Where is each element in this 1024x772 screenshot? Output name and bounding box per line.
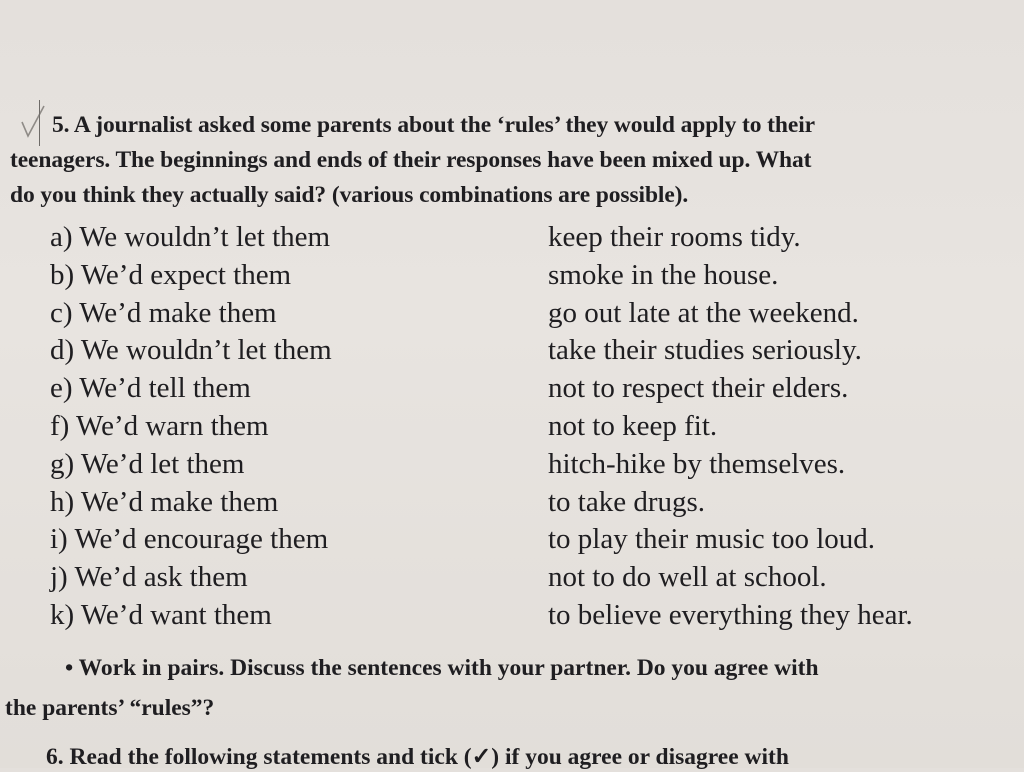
sentence-beginning: g) We’d let them <box>50 447 245 480</box>
sentence-beginning: k) We’d want them <box>50 598 272 631</box>
sentence-beginning: h) We’d make them <box>50 485 279 518</box>
list-item <box>50 257 990 295</box>
list-item <box>50 295 990 333</box>
sentence-beginning: b) We’d expect them <box>50 258 292 291</box>
sentence-beginning: i) We’d encourage them <box>50 523 329 556</box>
heading-line-2: teenagers. The beginnings and ends of their responses have been mixed up. What <box>10 147 812 173</box>
matching-list <box>50 219 990 635</box>
exercise-6-heading: 6. Read the following statements and tick (✓) if you agree or disagree with <box>46 744 789 770</box>
sentence-ending: to believe everything they hear. <box>548 598 913 631</box>
list-item <box>50 559 990 597</box>
pair-work-line-1: • Work in pairs. Discuss the sentences with your partner. Do you agree with <box>65 655 819 681</box>
heading-line-3: do you think they actually said? (various combinations are possible). <box>10 182 689 208</box>
sentence-ending: not to do well at school. <box>548 561 827 594</box>
list-item <box>50 408 990 446</box>
sentence-beginning: f) We’d warn them <box>50 409 269 442</box>
list-item <box>50 219 990 257</box>
list-item <box>50 370 990 408</box>
sentence-ending: keep their rooms tidy. <box>548 221 801 253</box>
list-item <box>50 446 990 484</box>
list-item <box>50 521 990 559</box>
sentence-ending: hitch-hike by themselves. <box>548 447 846 480</box>
sentence-ending: not to keep fit. <box>548 409 718 442</box>
sentence-beginning: e) We’d tell them <box>50 372 251 405</box>
pair-work-line-2: the parents’ “rules”? <box>5 695 215 721</box>
list-item <box>50 332 990 370</box>
exercise-5-heading <box>10 108 990 213</box>
sentence-beginning: d) We wouldn’t let them <box>50 334 332 367</box>
sentence-beginning: a) We wouldn’t let them <box>50 221 331 253</box>
pair-work-instruction <box>5 648 995 728</box>
list-item <box>50 484 990 522</box>
sentence-ending: not to respect their elders. <box>548 372 849 405</box>
sentence-ending: take their studies seriously. <box>548 334 862 367</box>
sentence-ending: smoke in the house. <box>548 258 779 291</box>
heading-line-1: 5. A journalist asked some parents about the ‘rules’ they would apply to their <box>52 112 815 138</box>
sentence-beginning: c) We’d make them <box>50 296 277 329</box>
sentence-ending: to take drugs. <box>548 485 706 518</box>
sentence-ending: to play their music too loud. <box>548 523 876 556</box>
list-item <box>50 597 990 635</box>
sentence-ending: go out late at the weekend. <box>548 296 859 329</box>
sentence-beginning: j) We’d ask them <box>50 561 248 594</box>
